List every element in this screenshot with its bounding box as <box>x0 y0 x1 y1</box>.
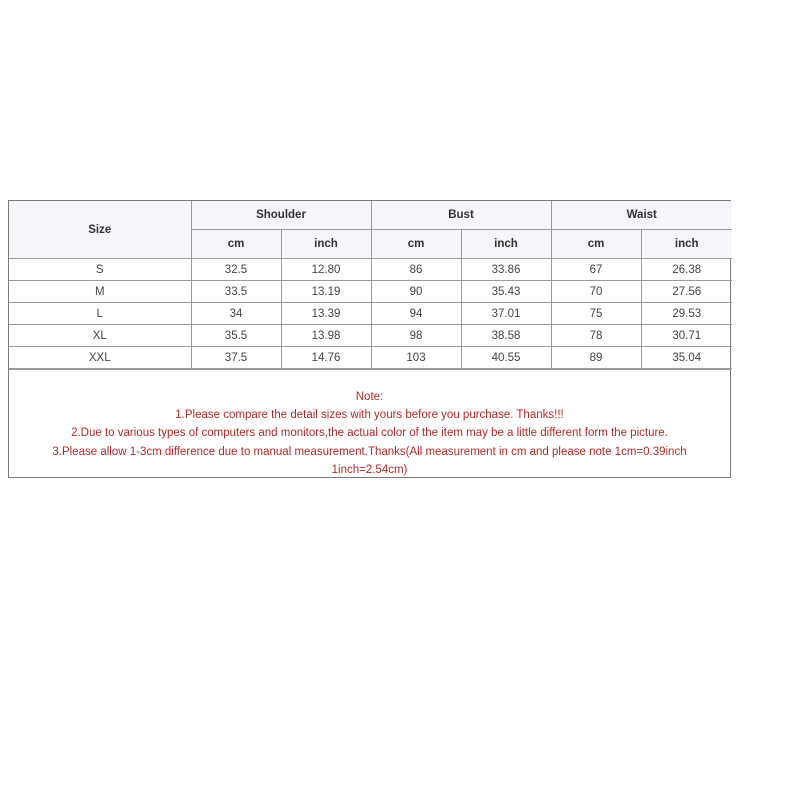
measurement-cell: 37.01 <box>461 303 551 325</box>
size-cell: XL <box>9 325 191 347</box>
unit-header: inch <box>461 230 551 259</box>
measurement-cell: 30.71 <box>641 325 732 347</box>
unit-header: inch <box>641 230 732 259</box>
bust-header: Bust <box>371 201 551 230</box>
notes-title: Note: <box>355 391 384 403</box>
measurement-cell: 13.98 <box>281 325 371 347</box>
unit-header: cm <box>191 230 281 259</box>
measurement-cell: 29.53 <box>641 303 732 325</box>
measurement-cell: 34 <box>191 303 281 325</box>
size-chart <box>8 200 731 478</box>
measurement-cell: 13.39 <box>281 303 371 325</box>
measurement-cell: 12.80 <box>281 259 371 281</box>
measurement-cell: 33.86 <box>461 259 551 281</box>
unit-header: inch <box>281 230 371 259</box>
size-cell: S <box>9 259 191 281</box>
measurement-cell: 27.56 <box>641 281 732 303</box>
waist-header: Waist <box>551 201 732 230</box>
measurement-cell: 35.43 <box>461 281 551 303</box>
measurement-cell: 33.5 <box>191 281 281 303</box>
measurement-cell: 75 <box>551 303 641 325</box>
table-row <box>9 303 732 325</box>
measurement-cell: 13.19 <box>281 281 371 303</box>
measurement-cell: 70 <box>551 281 641 303</box>
table-row <box>9 347 732 369</box>
unit-header: cm <box>551 230 641 259</box>
size-cell: XXL <box>9 347 191 369</box>
note-line: 2.Due to various types of computers and monitors,the actual color of the item may be a little different form the picture. <box>71 427 668 440</box>
measurement-cell: 67 <box>551 259 641 281</box>
note-line: 1.Please compare the detail sizes with yours before you purchase. Thanks!!! <box>175 409 564 422</box>
measurement-cell: 35.04 <box>641 347 732 369</box>
measurement-cell: 98 <box>371 325 461 347</box>
measurement-cell: 14.76 <box>281 347 371 369</box>
table-row <box>9 259 732 281</box>
measurement-cell: 38.58 <box>461 325 551 347</box>
note-line: 3.Please allow 1-3cm difference due to manual measurement.Thanks(All measurement in cm and please note 1cm=0.39inch 1inch=2.54cm) <box>52 445 687 476</box>
size-cell: M <box>9 281 191 303</box>
table-row <box>9 281 732 303</box>
table-body <box>9 259 732 369</box>
measurement-cell: 40.55 <box>461 347 551 369</box>
measurement-cell: 94 <box>371 303 461 325</box>
measurement-cell: 37.5 <box>191 347 281 369</box>
measurement-cell: 86 <box>371 259 461 281</box>
measurement-cell: 35.5 <box>191 325 281 347</box>
table-row <box>9 325 732 347</box>
measurement-cell: 26.38 <box>641 259 732 281</box>
unit-header: cm <box>371 230 461 259</box>
measurement-cell: 89 <box>551 347 641 369</box>
measurement-cell: 32.5 <box>191 259 281 281</box>
measurement-cell: 78 <box>551 325 641 347</box>
size-table <box>9 201 732 369</box>
notes-section <box>9 369 730 477</box>
header-group-row <box>9 201 732 230</box>
shoulder-header: Shoulder <box>191 201 371 230</box>
size-cell: L <box>9 303 191 325</box>
measurement-cell: 90 <box>371 281 461 303</box>
size-column-header: Size <box>9 201 191 259</box>
measurement-cell: 103 <box>371 347 461 369</box>
